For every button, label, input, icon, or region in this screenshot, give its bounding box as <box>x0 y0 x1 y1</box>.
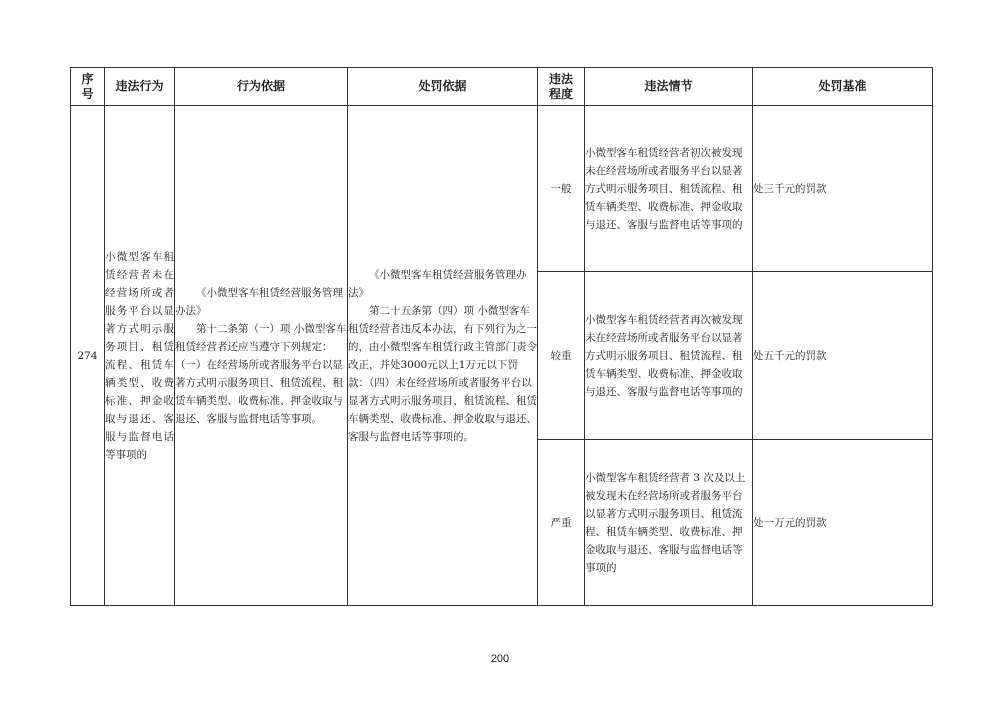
circumstance-serious: 小微型客车租赁经营者再次被发现未在经营场所或者服务平台以显著方式明示服务项目、租赁流程、租赁车辆类型、收费标准、押金收取与退还、客服与监督电话等事项的 <box>585 272 753 440</box>
penalty-text: 第二十五条第（四）项 小微型客车租赁经营者违反本办法，有下列行为之一的，由小微型客车租赁行政主管部门责令改正，并处3000元以上1万元以下罚款：（四）未在经营场所或者服务平台以显著方式明示服务项目、租赁流程、租赁车辆类型、收费标准、押金收取与退还、客服与监督电话等事项的。 <box>348 304 537 443</box>
penalty-standard-table <box>70 67 933 606</box>
standard-general: 处三千元的罚款 <box>753 106 933 272</box>
degree-general: 一般 <box>538 106 585 272</box>
circumstance-severe: 小微型客车租赁经营者 3 次及以上被发现未在经营场所或者服务平台以显著方式明示服务项目、租赁流程、租赁车辆类型、收费标准、押金收取与退还、客服与监督电话等事项的 <box>585 440 753 606</box>
row-violation: 小微型客车租赁经营者未在经营场所或者服务平台以显著方式明示服务项目、租赁流程、租赁车辆类型、收费标准、押金收取与退还、客服与监督电话等事项的 <box>105 106 175 606</box>
page-number: 200 <box>490 653 510 665</box>
header-standard: 处罚基准 <box>753 68 933 106</box>
header-row <box>71 68 933 106</box>
standard-severe: 处一万元的罚款 <box>753 440 933 606</box>
degree-serious: 较重 <box>538 272 585 440</box>
header-penalty: 处罚依据 <box>348 68 538 106</box>
header-circumstance: 违法情节 <box>585 68 753 106</box>
header-basis: 行为依据 <box>175 68 348 106</box>
table-row <box>71 106 933 272</box>
row-basis <box>175 106 348 606</box>
row-seq: 274 <box>71 106 105 606</box>
header-act: 违法行为 <box>105 68 175 106</box>
header-seq: 序号 <box>71 68 105 106</box>
basis-text: 第十二条第（一）项 小微型客车租赁经营者还应当遵守下列规定：（一）在经营场所或者服务平台以显著方式明示服务项目、租赁流程、租赁车辆类型、收费标准、押金收取与退还、客服与监督电话等事项。 <box>175 322 347 425</box>
penalty-title: 《小微型客车租赁经营服务管理办法》 <box>348 268 527 299</box>
header-degree: 违法程度 <box>538 68 585 106</box>
degree-severe: 严重 <box>538 440 585 606</box>
circumstance-general: 小微型客车租赁经营者初次被发现未在经营场所或者服务平台以显著方式明示服务项目、租赁流程、租赁车辆类型、收费标准、押金收取与退还、客服与监督电话等事项的 <box>585 106 753 272</box>
row-penalty-basis <box>348 106 538 606</box>
standard-serious: 处五千元的罚款 <box>753 272 933 440</box>
basis-title: 《小微型客车租赁经营服务管理办法》 <box>175 286 343 317</box>
